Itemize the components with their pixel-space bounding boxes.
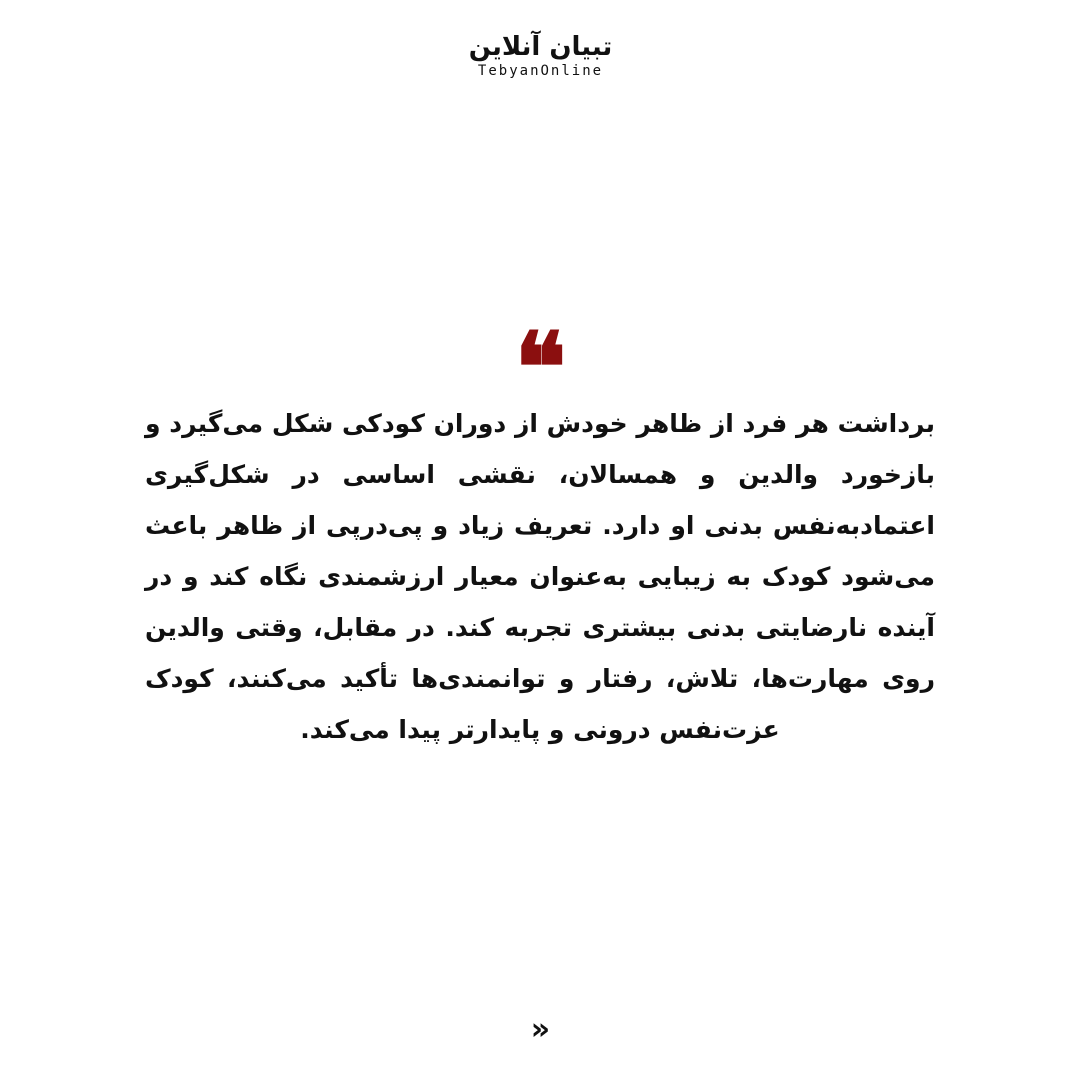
paragraph-line: برداشت هر فرد از ظاهر خودش از دوران کودکی شکل می‌گیرد و <box>145 409 935 438</box>
paragraph-line: می‌شود کودک به زیبایی به‌عنوان معیار ارزشمندی نگاه کند و در <box>145 562 935 591</box>
paragraph-line: اعتمادبه‌نفس بدنی او دارد. تعریف زیاد و پی‌درپی از ظاهر باعث <box>145 511 935 540</box>
quote-icon: ❝ <box>514 311 567 424</box>
paragraph-line: عزت‌نفس درونی و پایدارتر پیدا می‌کند. <box>300 715 780 744</box>
quote-paragraph <box>145 398 935 755</box>
logo-persian: تبیان آنلاین <box>468 32 613 62</box>
logo <box>0 32 1081 80</box>
logo-latin: TebyanOnline <box>477 63 604 79</box>
next-arrow-icon[interactable]: » <box>530 1012 551 1047</box>
paragraph-line: آینده نارضایتی بدنی بیشتری تجربه کند. در مقابل، وقتی والدین <box>145 613 935 642</box>
paragraph-line: روی مهارت‌ها، تلاش، رفتار و توانمندی‌ها تأکید می‌کنند، کودک <box>145 664 935 693</box>
paragraph-line: بازخورد والدین و همسالان، نقشی اساسی در شکل‌گیری <box>145 460 935 489</box>
